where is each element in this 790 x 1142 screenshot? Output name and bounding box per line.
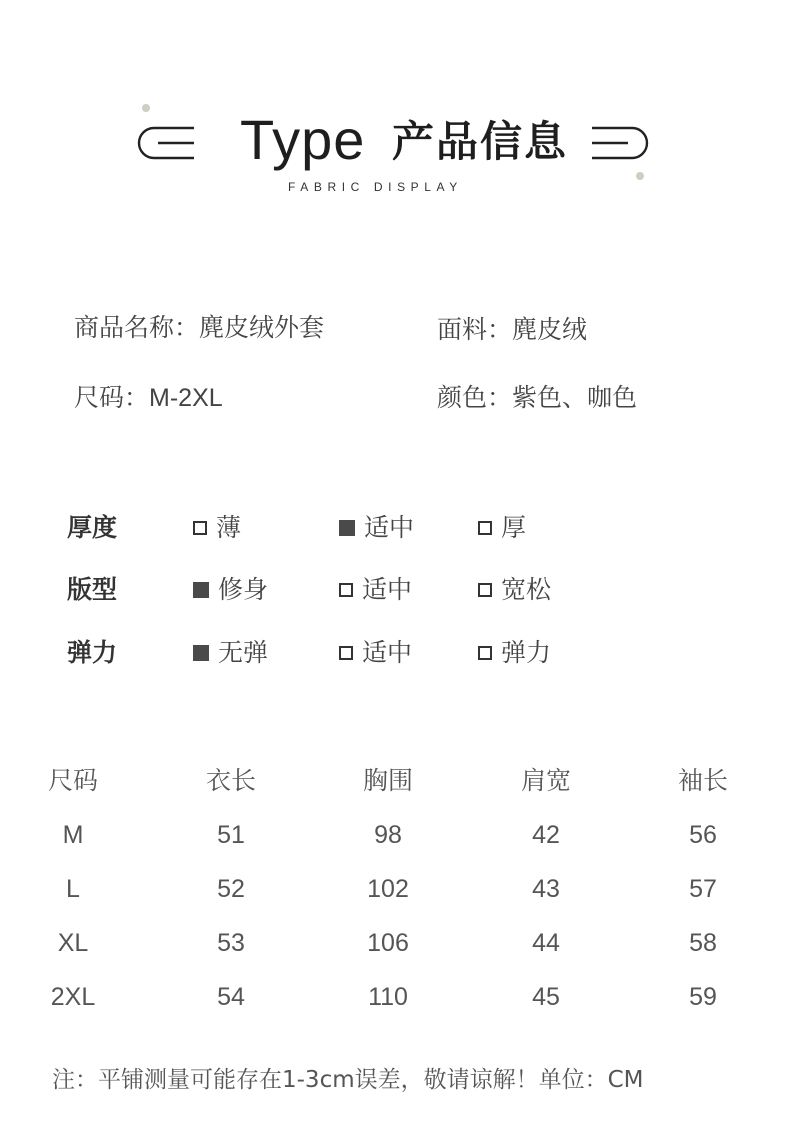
decorative-dot [142, 104, 150, 112]
thickness-option-thick [478, 512, 526, 544]
table-header-shoulder: 肩宽 [520, 766, 571, 795]
table-cell: 43 [532, 875, 560, 903]
option-label: 厚 [501, 513, 527, 542]
checkbox-unchecked-icon [478, 521, 492, 535]
table-header-length: 衣长 [205, 766, 256, 795]
option-label: 修身 [218, 575, 269, 604]
table-header-size: 尺码 [47, 766, 98, 795]
color-value: 紫色、咖色 [512, 383, 638, 412]
table-cell: 54 [217, 983, 245, 1011]
product-name-row [74, 312, 324, 344]
thickness-label: 厚度 [67, 513, 118, 542]
size-range-value: M-2XL [149, 384, 223, 412]
elasticity-option-medium [339, 637, 412, 669]
title-english: Type [240, 108, 366, 171]
title-chinese: 产品信息 [392, 117, 569, 166]
table-cell: 56 [689, 821, 717, 849]
fabric-value: 麂皮绒 [512, 315, 588, 344]
checkbox-unchecked-icon [478, 583, 492, 597]
table-cell: 2XL [50, 983, 96, 1011]
table-cell: 44 [532, 929, 560, 957]
option-label: 适中 [364, 513, 415, 542]
product-name-label: 商品名称： [74, 313, 200, 342]
fabric-row [437, 314, 587, 346]
option-label: 薄 [216, 513, 242, 542]
table-cell: 45 [532, 983, 560, 1011]
checkbox-checked-icon [339, 520, 355, 536]
table-cell: 51 [217, 821, 245, 849]
thickness-option-thin [193, 512, 241, 544]
fabric-label: 面料： [437, 315, 513, 344]
table-cell: L [66, 875, 80, 903]
option-label: 适中 [362, 575, 413, 604]
table-header-chest: 胸围 [362, 766, 413, 795]
table-cell: 102 [367, 875, 409, 903]
left-bracket-decoration [136, 126, 196, 160]
table-cell: 42 [532, 821, 560, 849]
size-range-label: 尺码： [74, 383, 150, 412]
table-cell: 59 [689, 983, 717, 1011]
table-cell: XL [57, 929, 89, 957]
table-cell: 106 [367, 929, 409, 957]
fit-option-loose [478, 574, 551, 606]
table-header-sleeve: 袖长 [677, 766, 728, 795]
measurement-note: 注：平铺测量可能存在1-3cm误差，敬请谅解！单位：CM [52, 1067, 644, 1093]
thickness-option-medium [339, 512, 414, 544]
checkbox-unchecked-icon [339, 583, 353, 597]
elasticity-option-stretch [478, 637, 551, 669]
checkbox-unchecked-icon [339, 646, 353, 660]
color-label: 颜色： [437, 383, 513, 412]
elasticity-label: 弹力 [67, 638, 118, 667]
option-label: 弹力 [501, 638, 552, 667]
table-cell: M [62, 821, 84, 849]
checkbox-checked-icon [193, 582, 209, 598]
color-row [437, 382, 637, 414]
table-cell: 110 [368, 983, 408, 1011]
fit-option-regular [339, 574, 412, 606]
option-label: 无弹 [218, 638, 269, 667]
subtitle: FABRIC DISPLAY [288, 180, 463, 194]
fit-option-slim [193, 574, 268, 606]
table-cell: 58 [689, 929, 717, 957]
elasticity-option-none [193, 637, 268, 669]
table-cell: 57 [689, 875, 717, 903]
checkbox-checked-icon [193, 645, 209, 661]
table-cell: 52 [217, 875, 245, 903]
size-range-row [74, 382, 223, 414]
checkbox-unchecked-icon [193, 521, 207, 535]
decorative-dot [636, 172, 644, 180]
table-cell: 98 [374, 821, 402, 849]
product-name-value: 麂皮绒外套 [199, 313, 325, 342]
table-cell: 53 [217, 929, 245, 957]
checkbox-unchecked-icon [478, 646, 492, 660]
option-label: 宽松 [501, 575, 552, 604]
fit-label: 版型 [67, 575, 118, 604]
right-bracket-decoration [590, 126, 650, 160]
option-label: 适中 [362, 638, 413, 667]
